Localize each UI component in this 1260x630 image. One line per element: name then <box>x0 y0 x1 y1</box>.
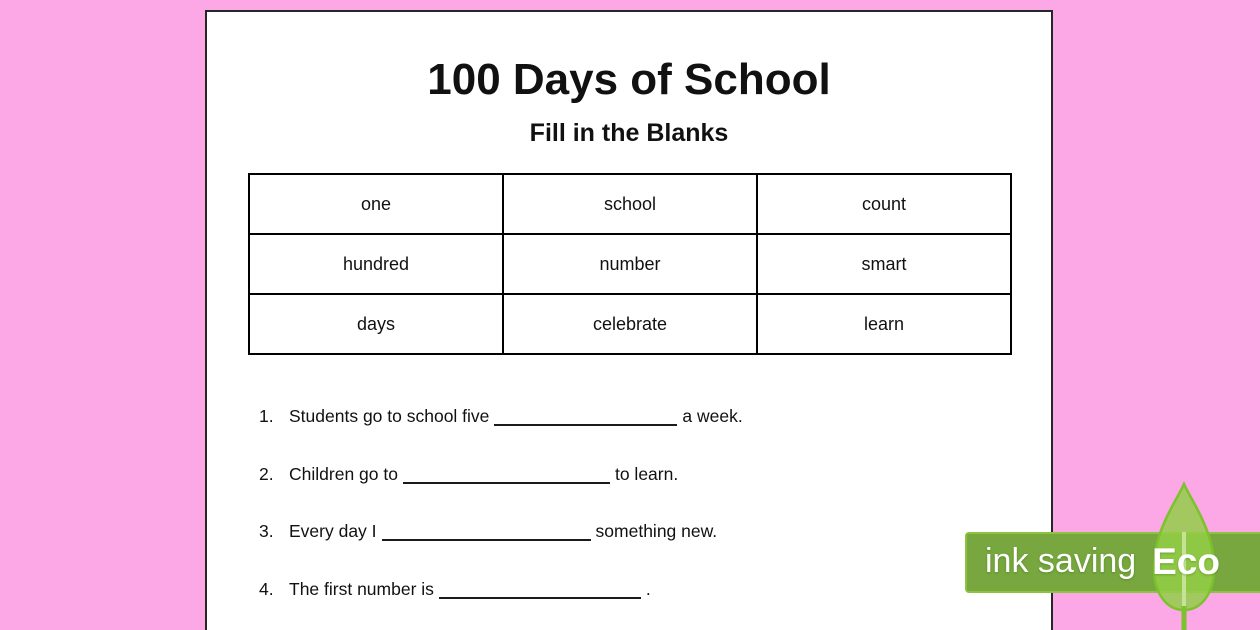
sentence-text-after: to learn. <box>614 464 679 484</box>
word-bank-row <box>249 294 1011 354</box>
sentence-text-before: Students go to school five <box>289 406 490 426</box>
word-bank-row <box>249 234 1011 294</box>
answer-blank <box>439 597 641 599</box>
word-bank-cell: number <box>503 234 757 294</box>
word-bank-cell: hundred <box>249 234 503 294</box>
answer-blank <box>403 482 610 484</box>
sentence-text-after: a week. <box>682 406 743 426</box>
word-bank-cell: smart <box>757 234 1011 294</box>
answer-blank <box>382 539 591 541</box>
word-bank-table <box>248 173 1012 355</box>
sentence-row-2 <box>259 462 678 486</box>
sentence-text-before: Children go to <box>289 464 398 484</box>
sentence-row-4 <box>259 577 651 601</box>
word-bank-cell: one <box>249 174 503 234</box>
sentence-row-3 <box>259 519 717 543</box>
eco-label: Eco <box>1152 541 1220 582</box>
word-bank-cell: learn <box>757 294 1011 354</box>
sentence-number: 1. <box>259 406 274 426</box>
sentence-text-after: . <box>645 579 651 599</box>
worksheet-page <box>205 10 1053 630</box>
page-title: 100 Days of School <box>427 55 831 104</box>
sentence-row-1 <box>259 404 743 428</box>
word-bank-cell: school <box>503 174 757 234</box>
sentence-text-after: something new. <box>595 521 718 541</box>
word-bank-row <box>249 174 1011 234</box>
ink-saving-label: ink saving <box>985 542 1137 580</box>
sentence-text-before: Every day I <box>289 521 377 541</box>
word-bank-cell: count <box>757 174 1011 234</box>
sentence-text-before: The first number is <box>289 579 434 599</box>
answer-blank <box>494 424 677 426</box>
sentence-number: 2. <box>259 464 274 484</box>
word-bank-cell: celebrate <box>503 294 757 354</box>
page-subtitle: Fill in the Blanks <box>529 119 729 147</box>
word-bank-cell: days <box>249 294 503 354</box>
sentence-number: 4. <box>259 579 274 599</box>
sentence-number: 3. <box>259 521 274 541</box>
